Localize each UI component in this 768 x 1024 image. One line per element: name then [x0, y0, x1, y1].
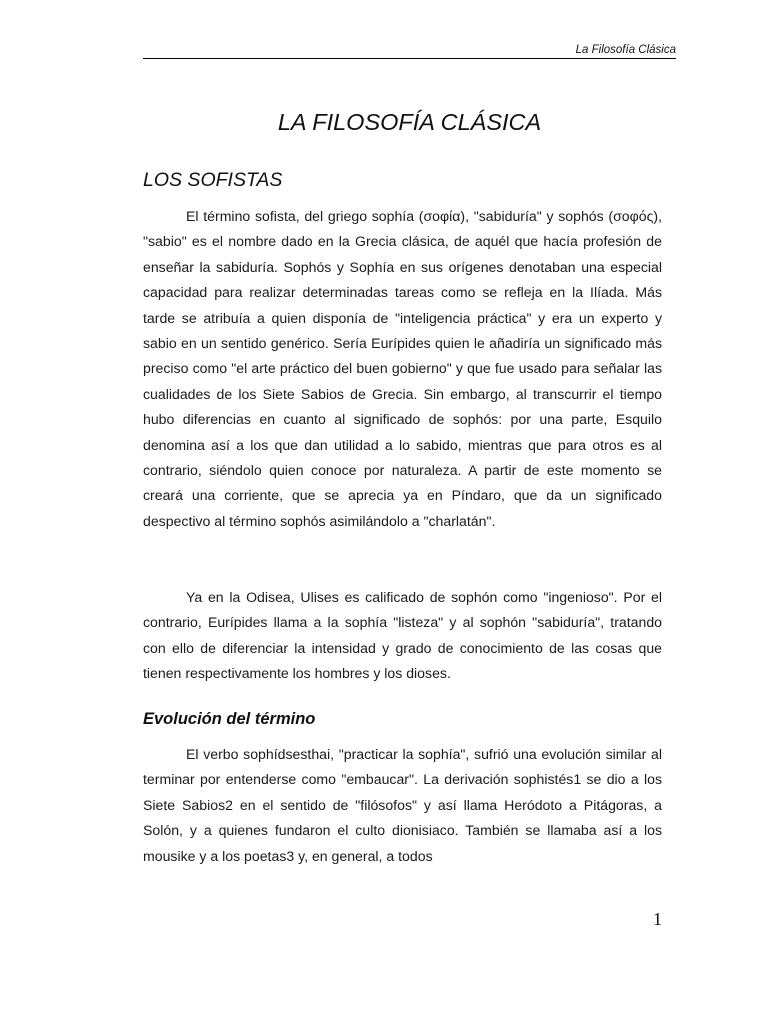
paragraph-sofistas-intro: El término sofista, del griego sophía (σοφία), "sabiduría" y sophós (σοφός), "sabio" es el nombre dado en la Grecia clásica, de aquél que hacía profesión de enseñar la sabiduría. Sophós y Sophía en sus orígenes denotaban una especial capacidad para realizar determinadas tareas como se refleja en la Ilíada. Más tarde se atribuía a quien disponía de "inteligencia práctica" y era un experto y sabio en un sentido genérico. Sería Eurípides quien le añadiría un significado más preciso como "el arte práctico del buen gobierno" y que fue usado para señalar las cualidades de los Siete Sabios de Grecia. Sin embargo, al transcurrir el tiempo hubo diferencias en cuanto al significado de sophós: por una parte, Esquilo denomina así a los que dan utilidad a lo sabido, mientras que para otros es al contrario, siéndolo quien conoce por naturaleza. A partir de este momento se creará una corriente, que se aprecia ya en Píndaro, que da un significado despectivo al término sophós asimilándolo a "charlatán". — [143, 208, 662, 529]
document-title: LA FILOSOFÍA CLÁSICA — [277, 109, 542, 135]
paragraph-odisea: Ya en la Odisea, Ulises es calificado de sophón como "ingenioso". Por el contrario, Eurípides llama a la sophía "listeza" y al sophón "sabiduría", tratando con ello de diferenciar la intensidad y grado de conocimiento de las cosas que tienen respectivamente los hombres y los dioses. — [143, 589, 662, 682]
page-number: 1 — [653, 909, 662, 929]
paragraph-evolucion: El verbo sophídsesthai, "practicar la sophía", sufrió una evolución similar al terminar por entenderse como "embaucar". La derivación sophistés1 se dio a los Siete Sabios2 en el sentido de "filósofos" y así llama Heródoto a Pitágoras, a Solón, y a quienes fundaron el culto dionisiaco. También se llamaba así a los mousike y a los poetas3 y, en general, a todos — [143, 746, 662, 864]
subsection-title: Evolución del término — [143, 710, 316, 728]
running-header: La Filosofía Clásica — [143, 44, 676, 59]
section-title: LOS SOFISTAS — [143, 169, 283, 191]
